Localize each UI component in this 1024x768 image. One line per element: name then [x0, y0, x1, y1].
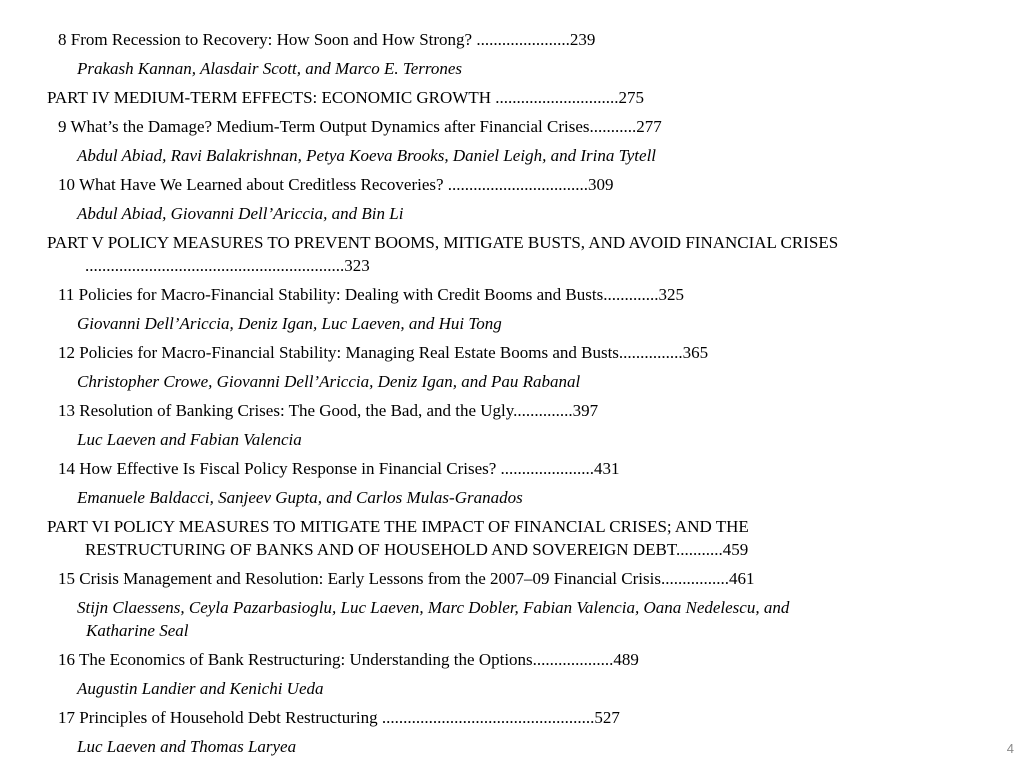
toc-part-entry [0, 231, 1024, 277]
toc-chapter-entry [0, 283, 1024, 306]
toc-authors-text: Giovanni Dell’Ariccia, Deniz Igan, Luc Laeven, and Hui Tong [77, 314, 502, 333]
toc-authors-entry [0, 57, 1024, 80]
toc-chapter-text: 8 From Recession to Recovery: How Soon and How Strong? ......................239 [58, 30, 596, 49]
toc-chapter-text: 17 Principles of Household Debt Restructuring ..................................................527 [58, 708, 620, 727]
toc-authors-text: Augustin Landier and Kenichi Ueda [77, 679, 324, 698]
page-number: 4 [1006, 741, 1014, 756]
toc-authors-text: Luc Laeven and Thomas Laryea [77, 737, 297, 756]
toc-chapter-text: 15 Crisis Management and Resolution: Early Lessons from the 2007–09 Financial Crisis................461 [58, 569, 755, 588]
toc-part-continuation: RESTRUCTURING OF BANKS AND OF HOUSEHOLD AND SOVEREIGN DEBT...........459 [85, 540, 749, 559]
toc-authors-text: Abdul Abiad, Giovanni Dell’Ariccia, and Bin Li [77, 204, 404, 223]
toc-chapter-entry [0, 399, 1024, 422]
toc-authors-text: Luc Laeven and Fabian Valencia [77, 430, 302, 449]
toc-chapter-text: 11 Policies for Macro-Financial Stability: Dealing with Credit Booms and Busts.............325 [58, 285, 684, 304]
toc-chapter-entry [0, 115, 1024, 138]
toc-chapter-entry [0, 567, 1024, 590]
toc-part-entry [0, 515, 1024, 561]
toc-chapter-text: 10 What Have We Learned about Creditless Recoveries? .................................309 [58, 175, 614, 194]
toc-chapter-entry [0, 457, 1024, 480]
toc-chapter-text: 9 What’s the Damage? Medium-Term Output Dynamics after Financial Crises...........277 [58, 117, 662, 136]
toc-chapter-text: 14 How Effective Is Fiscal Policy Response in Financial Crises? ......................431 [58, 459, 620, 478]
toc-part-entry [0, 86, 1024, 109]
toc-part-text: PART IV MEDIUM-TERM EFFECTS: ECONOMIC GROWTH .............................275 [47, 88, 645, 107]
toc-authors-text: Abdul Abiad, Ravi Balakrishnan, Petya Koeva Brooks, Daniel Leigh, and Irina Tytell [77, 146, 657, 165]
toc-chapter-entry [0, 648, 1024, 671]
toc-chapter-text: 16 The Economics of Bank Restructuring: Understanding the Options...................489 [58, 650, 639, 669]
toc-part-text: PART VI POLICY MEASURES TO MITIGATE THE IMPACT OF FINANCIAL CRISES; AND THE [47, 517, 749, 536]
toc-authors-entry [0, 677, 1024, 700]
toc-authors-entry [0, 428, 1024, 451]
toc-chapter-entry [0, 341, 1024, 364]
toc-authors-text: Stijn Claessens, Ceyla Pazarbasioglu, Luc Laeven, Marc Dobler, Fabian Valencia, Oana Nedelescu, and [77, 598, 790, 617]
toc-authors-entry [0, 596, 1024, 642]
toc-chapter-entry [0, 173, 1024, 196]
toc-authors-text: Christopher Crowe, Giovanni Dell’Ariccia, Deniz Igan, and Pau Rabanal [77, 372, 581, 391]
toc-authors-text: Emanuele Baldacci, Sanjeev Gupta, and Carlos Mulas-Granados [77, 488, 523, 507]
toc-authors-entry [0, 486, 1024, 509]
table-of-contents [0, 28, 1024, 764]
toc-authors-entry [0, 370, 1024, 393]
toc-authors-continuation: Katharine Seal [86, 621, 189, 640]
toc-chapter-text: 12 Policies for Macro-Financial Stability: Managing Real Estate Booms and Busts...............365 [58, 343, 709, 362]
toc-part-continuation: .............................................................323 [85, 256, 370, 275]
toc-chapter-entry [0, 706, 1024, 729]
toc-authors-text: Prakash Kannan, Alasdair Scott, and Marco E. Terrones [77, 59, 463, 78]
toc-part-text: PART V POLICY MEASURES TO PREVENT BOOMS, MITIGATE BUSTS, AND AVOID FINANCIAL CRISES [47, 233, 839, 252]
toc-authors-entry [0, 144, 1024, 167]
toc-authors-entry [0, 312, 1024, 335]
toc-chapter-entry [0, 28, 1024, 51]
toc-chapter-text: 13 Resolution of Banking Crises: The Good, the Bad, and the Ugly..............397 [58, 401, 599, 420]
toc-authors-entry [0, 202, 1024, 225]
toc-authors-entry [0, 735, 1024, 758]
